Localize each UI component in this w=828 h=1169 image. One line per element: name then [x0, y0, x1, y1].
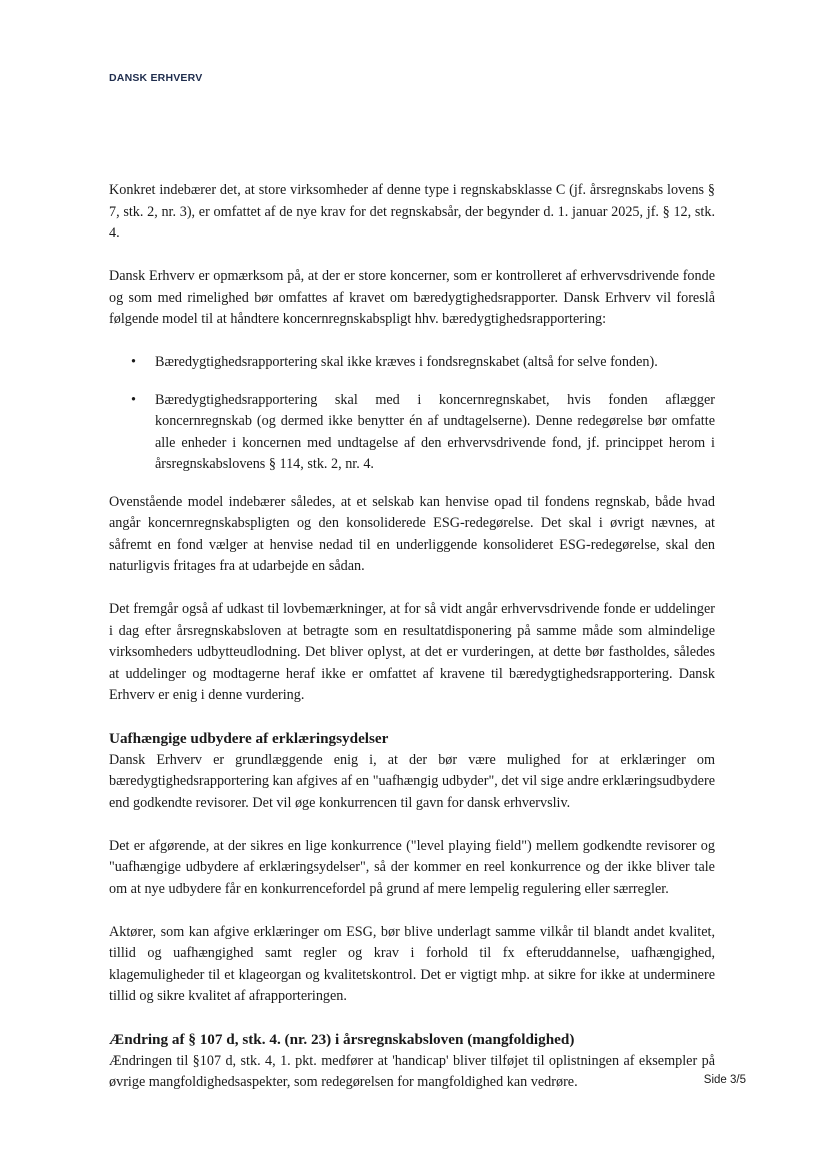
- paragraph-model-implication: Ovenstående model indebærer således, at et selskab kan henvise opad til fondens regnskab, både hvad angår koncernregnskabspligten og den konsoliderede ESG-redegørelse. Det skal i øvrigt nævnes, at såfremt en fond vælger at henvise nedad til en underliggende konsolideret ESG-redegørelse, skal den naturligvis fritages fra at udarbejde en sådan.: [109, 493, 715, 574]
- paragraph-distributions: Det fremgår også af udkast til lovbemærkninger, at for så vidt angår erhvervsdrivende fonde er uddelinger i dag efter årsregnskabsloven at betragte som en resultatdisponering på samme måde som almindelige virksomheders udbytteudlodning. Det bliver oplyst, at det er vurderingen, at dette bør fastholdes, således at uddelinger og modtagerne heraf ikke er omfattet af kravene til bæredygtighedsrapportering. Dansk Erhverv er enig i denne vurdering.: [109, 601, 715, 703]
- paragraph-independent-providers-1: Dansk Erhverv er grundlæggende enig i, at der bør være mulighed for at erklæringer om bæredygtighedsrapportering kan afgives af en "uafhængig udbyder", det vil sige andre erklæringsudbydere end godkendte revisorer. Det vil øge konkurrencen til gavn for dansk erhvervsliv.: [109, 751, 715, 811]
- list-item-text: Bæredygtighedsrapportering skal ikke kræves i fondsregnskabet (altså for selve fonden).: [155, 354, 658, 370]
- document-body: [109, 180, 715, 1115]
- list-item: [109, 352, 715, 374]
- bullet-icon: •: [131, 354, 136, 370]
- proposed-model-list: [109, 352, 715, 476]
- bullet-icon: •: [131, 391, 136, 408]
- paragraph-independent-providers-3: Aktører, som kan afgive erklæringer om ESG, bør blive underlagt samme vilkår til blandt andet kvalitet, tillid og uafhængighed samt regler og krav i forhold til fx efteruddannelse, uafhængighed, klagemuligheder til et klageorgan og kvalitetskontrol. Det er vigtigt mhp. at sikre for ikke at underminere tillid og sikre kvalitet af afrapporteringen.: [109, 923, 715, 1004]
- paragraph-independent-providers-2: Det er afgørende, at der sikres en lige konkurrence ("level playing field") mellem godkendte revisorer og "uafhængige udbydere af erklæringsydelser", så der kommer en reel konkurrence og der ikke bliver tale om at nye udbydere får en konkurrencefordel på grund af mere lempelig regulering eller særregler.: [109, 837, 715, 897]
- paragraph-concerns: Dansk Erhverv er opmærksom på, at der er store koncerner, som er kontrolleret af erhvervsdrivende fonde og som med rimelighed bør omfattes af kravet om bæredygtighedsrapporter. Dansk Erhverv vil foreslå følgende model til at håndtere koncernregnskabspligt hhv. bæredygtighedsrapportering:: [109, 268, 715, 327]
- paragraph-diversity: Ændringen til §107 d, stk. 4, 1. pkt. medfører at 'handicap' bliver tilføjet til oplistningen af eksempler på øvrige mangfoldighedsaspekter, som redegørelsen for mangfoldighed kan vedrøre.: [109, 1052, 715, 1090]
- section-heading-diversity: Ændring af § 107 d, stk. 4. (nr. 23) i årsregnskabsloven (mangfoldighed): [109, 1031, 575, 1048]
- section-heading-independent-providers: Uafhængige udbydere af erklæringsydelser: [109, 730, 389, 747]
- paragraph-scope: Konkret indebærer det, at store virksomheder af denne type i regnskabsklasse C (jf. årsregnskabs lovens § 7, stk. 2, nr. 3), er omfattet af de nye krav for det regnskabsår, der begynder d. 1. januar 2025, jf. § 12, stk. 4.: [109, 182, 715, 241]
- list-item: [109, 390, 715, 476]
- company-logo: DANSK ERHVERV: [109, 72, 203, 84]
- page-number: Side 3/5: [703, 1074, 746, 1086]
- list-item-text: Bæredygtighedsrapportering skal med i koncernregnskabet, hvis fonden aflægger koncernregnskab (og dermed ikke benytter én af undtagelserne). Denne redegørelse bør omfatte alle enheder i koncernen med undtagelse af den erhvervsdrivende fond, jf. princippet herom i årsregnskabslovens § 114, stk. 2, nr. 4.: [155, 391, 715, 472]
